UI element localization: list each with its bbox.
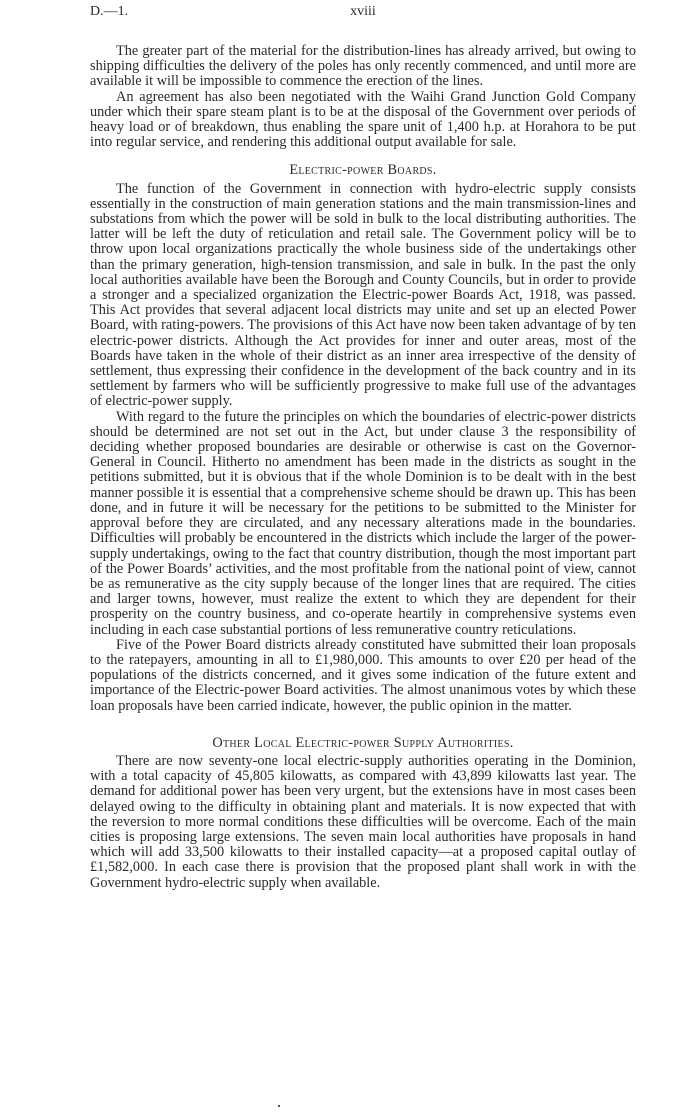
- document-reference: D.—1.: [90, 4, 129, 19]
- section-heading: Other Local Electric-power Supply Authorities.: [212, 734, 514, 751]
- print-speck: [278, 1105, 280, 1107]
- section-heading: Electric-power Boards.: [289, 162, 437, 179]
- paragraph: There are now seventy-one local electric-supply authorities operating in the Dominion, with a total capacity of 45,805 kilowatts, as compared with 43,899 kilowatts last year. The demand for additional power has been very urgent, but the extensions have in most cases been delayed owing to the difficulty in obtaining plant and materials. It is now expected that with the reversion to more normal conditions these difficulties will be overcome. Each of the main cities is proposing large extensions. The seven main local authorities have proposals in hand which will add 33,500 kilowatts to their installed capacity—at a proposed capital outlay of £1,582,000. In each case there is provision that the proposed plant shall work in with the Government hydro-electric supply when available.: [90, 752, 636, 891]
- paragraph: An agreement has also been negotiated with the Waihi Grand Junction Gold Company under which their spare steam plant is to be at the disposal of the Government over periods of heavy load or of breakdown, thus enabling the spare unit of 1,400 h.p. at Horahora to be put into regular service, and rendering this additional output available for sale.: [90, 88, 636, 151]
- paragraph: Five of the Power Board districts already constituted have submitted their loan proposals to the ratepayers, amounting in all to £1,980,000. This amounts to over £20 per head of the populations of the districts concerned, and it gives some indication of the future extent and importance of the Electric-power Board activities. The almost unanimous votes by which these loan proposals have been carried indicate, however, the public opinion in the matter.: [90, 636, 636, 714]
- paragraph: The greater part of the material for the distribution-lines has already arrived, but owing to shipping difficulties the delivery of the poles has only recently commenced, and until more are available it will be impossible to commence the erection of the lines.: [90, 43, 636, 90]
- paragraph: With regard to the future the principles on which the boundaries of electric-power districts should be determined are not set out in the Act, but under clause 3 the responsibility of deciding whether proposed boundaries are desirable or otherwise is cast on the Governor-General in Council. Hitherto no amendment has been made in the districts as sought in the petitions submitted, but it is obvious that if the whole Dominion is to be dealt with in the best manner possible it is essential that a comprehensive scheme should be drawn up. This has been done, and in future it will be necessary for the petitions to be submitted to the Minister for approval before they are circulated, and any necessary alterations made in the boundaries. Difficulties will probably be encountered in the districts which include the larger of the power-supply undertakings, owing to the fact that country distribution, though the most important part of the Power Boards’ activities, and the most profitable from the national point of view, cannot be as remunerative as the city supply because of the longer lines that are required. The cities and larger towns, however, must realize the extent to which they are dependent for their prosperity on the country business, and co-operate heartily in comprehensive systems even including in each case substantial portions of less remunerative country reticulations.: [90, 408, 636, 638]
- page-body: [90, 44, 636, 891]
- page-header: [90, 4, 636, 22]
- paragraph: The function of the Government in connection with hydro-electric supply consists essentially in the construction of main generation stations and the main transmission-lines and substations from which the power will be sold in bulk to the local distributing authorities. The latter will be left the duty of reticulation and retail sale. The Government policy will be to throw upon local organizations practically the whole business side of the undertakings other than the primary generation, high-tension transmission, and sale in bulk. In the past the only local authorities available have been the Borough and County Councils, but in order to provide a stronger and a specialized organization the Electric-power Boards Act, 1918, was passed. This Act provides that several adjacent local districts may unite and set up an elected Power Board, with rating-powers. The provisions of this Act have now been taken advantage of by ten electric-power districts. Although the Act provides for inner and outer areas, most of the Boards have taken in the whole of their district as an inner area irrespective of the density of settlement, thus expressing their confidence in the development of the back country and in its settlement by farmers who will be sufficiently progressive to make full use of the advantages of electric-power supply.: [90, 180, 636, 410]
- page-number: xviii: [350, 4, 376, 19]
